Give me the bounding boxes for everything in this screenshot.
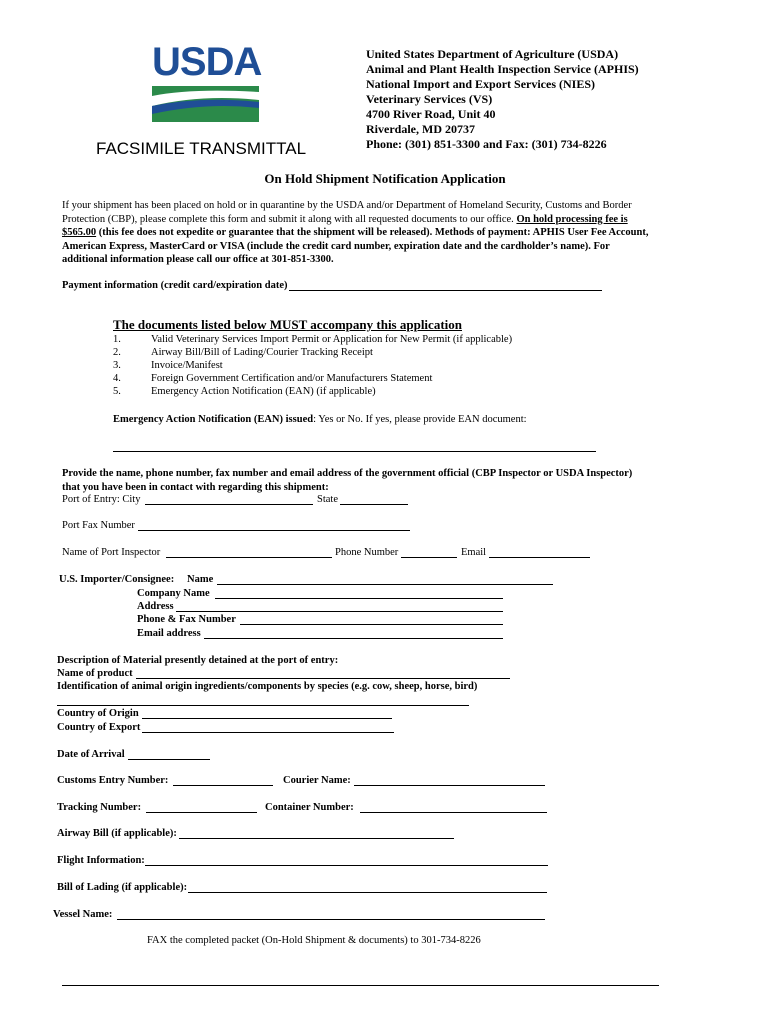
fax-title: FACSIMILE TRANSMITTAL [96, 139, 307, 158]
tracking-label: Tracking Number: [57, 802, 142, 813]
inspector-label: Name of Port Inspector [62, 547, 161, 558]
arrival-field[interactable] [128, 759, 210, 760]
ean-question [113, 414, 527, 425]
document-item: Emergency Action Notification (EAN) (if applicable) [151, 386, 376, 397]
document-number: 3. [113, 360, 121, 371]
usda-logo [152, 40, 262, 122]
document-item: Foreign Government Certification and/or Manufacturers Statement [151, 373, 433, 384]
identification-field[interactable] [57, 705, 469, 706]
importer-name-label: Name [187, 574, 214, 585]
phone-label: Phone Number [335, 547, 399, 558]
usda-logo-hills [152, 86, 259, 122]
container-label: Container Number: [265, 802, 354, 813]
tracking-field[interactable] [146, 812, 257, 813]
state-label: State [317, 494, 338, 505]
document-item: Airway Bill/Bill of Lading/Courier Tracking Receipt [151, 347, 373, 358]
intro-text-2: (this fee does not expedite or guarantee that the shipment will be released). Methods of payment: APHIS User Fee Account, American Express, MasterCard or VISA (include the credit card number, expiration date and the cardholder’s name). For additional information please call our office at 301-851-3300. [62, 227, 649, 265]
agency-line-3: National Import and Export Services (NIES) [366, 77, 596, 91]
courier-field[interactable] [354, 785, 545, 786]
agency-line-2: Animal and Plant Health Inspection Service (APHIS) [366, 62, 639, 76]
usda-logo-text: USDA [152, 40, 262, 84]
ean-label: Emergency Action Notification (EAN) issued [113, 414, 314, 425]
company-field[interactable] [215, 598, 503, 599]
state-field[interactable] [340, 504, 408, 505]
address-field[interactable] [176, 611, 503, 612]
material-description-label: Description of Material presently detained at the port of entry: [57, 655, 339, 666]
origin-field[interactable] [142, 718, 392, 719]
address-label: Address [137, 601, 174, 612]
agency-line-6: Riverdale, MD 20737 [366, 122, 475, 136]
intro-text-1: If your shipment has been placed on hold or in quarantine by the USDA and/or Department of Homeland Security, Customs and Border Protection (CBP), please complete this form and submit it along with all requested documents to our office. [62, 200, 632, 225]
payment-field[interactable] [289, 290, 602, 291]
agency-line-1: United States Department of Agriculture (USDA) [366, 47, 619, 61]
ean-field[interactable] [113, 451, 596, 452]
fee-label: On hold processing fee is [516, 213, 628, 225]
fee-amount: $565.00 [62, 227, 97, 238]
footer-fax-note: FAX the completed packet (On-Hold Shipment & documents) to 301-734-8226 [147, 935, 481, 946]
document-number: 5. [113, 386, 121, 397]
phone-field[interactable] [401, 557, 457, 558]
origin-label: Country of Origin [57, 708, 139, 719]
document-number: 2. [113, 347, 121, 358]
intro-paragraph [62, 199, 652, 267]
inspector-field[interactable] [166, 557, 332, 558]
agency-line-5: 4700 River Road, Unit 40 [366, 107, 496, 121]
ean-text: : Yes or No. If yes, please provide EAN document: [313, 414, 527, 425]
importer-name-field[interactable] [217, 584, 553, 585]
importer-email-label: Email address [137, 628, 201, 639]
importer-section-label: U.S. Importer/Consignee: [59, 574, 175, 585]
document-number: 4. [113, 373, 121, 384]
importer-email-field[interactable] [204, 638, 503, 639]
port-fax-label: Port Fax Number [62, 520, 135, 531]
export-field[interactable] [142, 732, 394, 733]
documents-heading: The documents listed below MUST accompany this application [113, 317, 462, 332]
export-label: Country of Export [57, 722, 141, 733]
flight-field[interactable] [145, 865, 548, 866]
port-city-field[interactable] [145, 504, 313, 505]
payment-label: Payment information (credit card/expiration date) [62, 280, 288, 291]
agency-line-4: Veterinary Services (VS) [366, 92, 493, 106]
customs-label: Customs Entry Number: [57, 775, 169, 786]
port-fax-field[interactable] [138, 530, 410, 531]
customs-field[interactable] [173, 785, 273, 786]
arrival-label: Date of Arrival [57, 749, 125, 760]
phonefax-label: Phone & Fax Number [137, 614, 236, 625]
document-item: Invoice/Manifest [151, 360, 223, 371]
airway-field[interactable] [179, 838, 454, 839]
product-label: Name of product [57, 668, 133, 679]
document-item: Valid Veterinary Services Import Permit or Application for New Permit (if applicable) [151, 334, 513, 345]
identification-label: Identification of animal origin ingredients/components by species (e.g. cow, sheep, horse, bird) [57, 681, 478, 692]
courier-label: Courier Name: [283, 775, 351, 786]
form-title: On Hold Shipment Notification Application [264, 171, 506, 186]
company-label: Company Name [137, 588, 210, 599]
lading-field[interactable] [188, 892, 547, 893]
container-field[interactable] [360, 812, 547, 813]
airway-label: Airway Bill (if applicable): [57, 828, 177, 839]
vessel-label: Vessel Name: [53, 909, 113, 920]
product-field[interactable] [136, 678, 510, 679]
email-field[interactable] [489, 557, 590, 558]
flight-label: Flight Information: [57, 855, 145, 866]
port-entry-label: Port of Entry: City [62, 494, 141, 505]
lading-label: Bill of Lading (if applicable): [57, 882, 188, 893]
phonefax-field[interactable] [240, 624, 503, 625]
email-label: Email [461, 547, 487, 558]
official-instruction: Provide the name, phone number, fax number and email address of the government official (CBP Inspector or USDA Inspector) that you have been in contact with regarding this shipment: [62, 468, 633, 493]
agency-phone-fax: Phone: (301) 851-3300 and Fax: (301) 734-8226 [366, 137, 607, 151]
document-number: 1. [113, 334, 121, 345]
footer-rule [62, 985, 659, 986]
vessel-field[interactable] [117, 919, 545, 920]
